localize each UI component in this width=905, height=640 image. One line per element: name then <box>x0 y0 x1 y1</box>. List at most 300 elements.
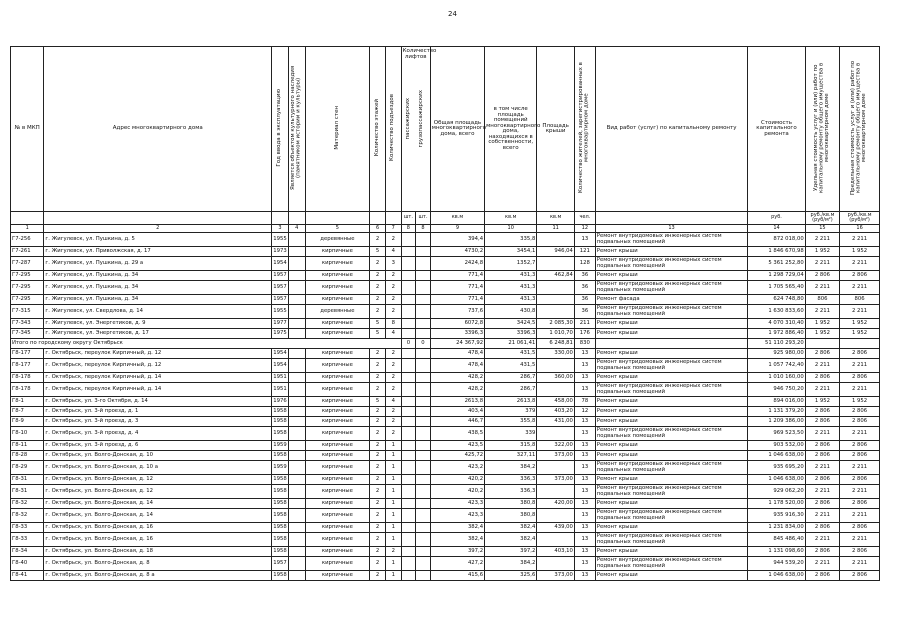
cell-oa: 431,5 <box>485 359 537 373</box>
units-row <box>11 212 880 225</box>
cell-oa: 335,8 <box>485 233 537 247</box>
header-row <box>11 47 880 212</box>
cell-fl: 2 <box>370 571 386 581</box>
cell-en: 8 <box>385 319 401 329</box>
table-row <box>11 281 880 295</box>
cell-addr: г. Октябрьск, ул. 3-й проезд, д. 4 <box>44 427 272 441</box>
cell-ta: 423,5 <box>430 441 484 451</box>
table-row <box>11 523 880 533</box>
cell-work: Ремонт внутридомовых инженерных систем подвальных помещений <box>595 383 747 397</box>
cell-p <box>401 383 416 397</box>
cell-mat: кирпичные <box>305 533 370 547</box>
cell-addr: г. Октябрьск, ул. Волго-Донская, д. 16 <box>44 523 272 533</box>
cell-uc: 2 806 <box>805 451 839 461</box>
cell-p <box>401 509 416 523</box>
cell-year: 1977 <box>272 319 289 329</box>
cell-p <box>401 359 416 373</box>
cell-en: 1 <box>385 523 401 533</box>
cell-ta: 394,4 <box>430 233 484 247</box>
cell-cult <box>288 281 305 295</box>
cell-res: 13 <box>574 427 595 441</box>
cell-work: Ремонт внутридомовых инженерных систем подвальных помещений <box>595 281 747 295</box>
cell-cult <box>288 295 305 305</box>
cell-ta: 446,7 <box>430 417 484 427</box>
cell-en: 2 <box>385 295 401 305</box>
cell-res: 13 <box>574 533 595 547</box>
cell-addr: г. Октябрьск, ул. Волго-Донская, д. 8 а <box>44 571 272 581</box>
header-max-cost: Предельная стоимость услуг и (или) работ по капитальному ремонту общего имущества в многоквартирном доме <box>840 47 880 212</box>
cell-cost: 1 846 670,98 <box>748 247 805 257</box>
cell-cost: 1 046 638,00 <box>748 475 805 485</box>
cell-work: Ремонт крыши <box>595 523 747 533</box>
cell-p <box>401 373 416 383</box>
cell-mat: кирпичные <box>305 475 370 485</box>
cell-ra: 420,00 <box>537 499 575 509</box>
cell-p <box>401 349 416 359</box>
cell-cost: 1 131 098,60 <box>748 547 805 557</box>
cell-oa: 315,8 <box>485 441 537 451</box>
header-lifts: Количество лифтов пассажирских грузопассажирских <box>401 47 430 212</box>
cell-addr: г. Жигулевск, ул. Пушкина, д. 5 <box>44 233 272 247</box>
cell-cost: 935 916,30 <box>748 509 805 523</box>
table-row <box>11 485 880 499</box>
header-roof-area: Площадь крыши <box>537 47 575 212</box>
cell-fl: 2 <box>370 451 386 461</box>
cell-mc: 806 <box>840 295 880 305</box>
cell-uc: 806 <box>805 295 839 305</box>
cell-f <box>416 523 431 533</box>
header-owned-area: в том числе площадь помещений многоквартирного дома, находящихся в собственности, всего <box>485 47 537 212</box>
cell-cost: 935 695,20 <box>748 461 805 475</box>
cell-uc: 2 806 <box>805 547 839 557</box>
cell-ta: 423,3 <box>430 499 484 509</box>
cell-f <box>416 349 431 359</box>
cell-ra: 403,10 <box>537 547 575 557</box>
cell-mc: 2 211 <box>840 461 880 475</box>
cell-ta: 478,4 <box>430 349 484 359</box>
cell-ra: 946,04 <box>537 247 575 257</box>
cell-cost: 4 070 310,40 <box>748 319 805 329</box>
cell-ra <box>537 233 575 247</box>
cell-en: 2 <box>385 359 401 373</box>
cell-mat: кирпичные <box>305 295 370 305</box>
cell-f <box>416 509 431 523</box>
cell-addr: г. Жигулевск, ул. Пушкина, д. 29 а <box>44 257 272 271</box>
cell-mc: 2 806 <box>840 523 880 533</box>
cell-p <box>401 427 416 441</box>
cell-mc: 1 952 <box>840 397 880 407</box>
table-row <box>11 451 880 461</box>
cell-id: Г7-261 <box>11 247 44 257</box>
cell-f <box>416 359 431 373</box>
cell-year: 1958 <box>272 475 289 485</box>
cell-ra: 360,00 <box>537 373 575 383</box>
cell-cult <box>288 571 305 581</box>
cell-cost: 1 046 638,00 <box>748 571 805 581</box>
cell-id: Г8-9 <box>11 417 44 427</box>
cell-mc: 2 806 <box>840 373 880 383</box>
cell-cost: 946 750,20 <box>748 383 805 397</box>
cell-oa: 380,8 <box>485 509 537 523</box>
cell-addr: г. Октябрьск, ул. 3-й проезд, д. 3 <box>44 417 272 427</box>
cell-ra <box>537 257 575 271</box>
cell-res: 12 <box>574 407 595 417</box>
cell-id: Г8-10 <box>11 427 44 441</box>
cell-cult <box>288 257 305 271</box>
cell-fl: 2 <box>370 271 386 281</box>
cell-fl: 2 <box>370 359 386 373</box>
cell-uc: 2 211 <box>805 427 839 441</box>
table-row <box>11 547 880 557</box>
cell-id: Г8-40 <box>11 557 44 571</box>
subtotal-label: Итого по городскому округу Октябрьск <box>11 339 402 349</box>
cell-mc: 2 806 <box>840 547 880 557</box>
cell-f <box>416 319 431 329</box>
cell-res: 211 <box>574 319 595 329</box>
cell-ra: 458,00 <box>537 397 575 407</box>
cell-addr: г. Жигулевск, ул. Энергетиков, д. 9 <box>44 319 272 329</box>
cell-oa: 382,4 <box>485 523 537 533</box>
cell-cult <box>288 441 305 451</box>
cell-addr: г. Октябрьск, ул. Волго-Донская, д. 10 <box>44 451 272 461</box>
cell-f <box>416 305 431 319</box>
cell-ta: 397,2 <box>430 547 484 557</box>
cell-cost: 5 361 252,80 <box>748 257 805 271</box>
cell-cult <box>288 475 305 485</box>
cell-en: 4 <box>385 397 401 407</box>
cell-addr: г. Октябрьск, переулок Кирпичный, д. 12 <box>44 349 272 359</box>
cell-en: 2 <box>385 417 401 427</box>
table-row <box>11 383 880 397</box>
cell-ta: 737,6 <box>430 305 484 319</box>
cell-fl: 2 <box>370 407 386 417</box>
cell-ra: 330,00 <box>537 349 575 359</box>
cell-fl: 2 <box>370 281 386 295</box>
cell-oa: 384,2 <box>485 461 537 475</box>
table-row <box>11 305 880 319</box>
cell-cost: 944 539,20 <box>748 557 805 571</box>
cell-mc: 2 211 <box>840 359 880 373</box>
cell-year: 1957 <box>272 271 289 281</box>
cell-ra: 403,20 <box>537 407 575 417</box>
cell-res: 13 <box>574 383 595 397</box>
cell-f <box>416 281 431 295</box>
cell-uc: 2 211 <box>805 233 839 247</box>
cell-en: 2 <box>385 407 401 417</box>
cell-mc: 2 806 <box>840 417 880 427</box>
cell-res: 13 <box>574 451 595 461</box>
cell-f <box>416 547 431 557</box>
cell-fl: 5 <box>370 397 386 407</box>
cell-year: 1958 <box>272 485 289 499</box>
cell-en: 2 <box>385 349 401 359</box>
cell-mat: кирпичные <box>305 427 370 441</box>
cell-mc: 2 806 <box>840 571 880 581</box>
cell-f <box>416 329 431 339</box>
cell-id: Г7-343 <box>11 319 44 329</box>
cell-res: 36 <box>574 271 595 281</box>
cell-year: 1954 <box>272 349 289 359</box>
cell-fl: 2 <box>370 383 386 397</box>
cell-addr: г. Октябрьск, ул. Волго-Донская, д. 14 <box>44 509 272 523</box>
cell-work: Ремонт крыши <box>595 373 747 383</box>
cell-res: 13 <box>574 475 595 485</box>
cell-ra <box>537 533 575 547</box>
cell-work: Ремонт внутридомовых инженерных систем подвальных помещений <box>595 233 747 247</box>
cell-res: 13 <box>574 461 595 475</box>
cell-en: 2 <box>385 305 401 319</box>
cell-cult <box>288 451 305 461</box>
cell-ta: 427,2 <box>430 557 484 571</box>
subtotal-section <box>11 339 880 349</box>
cell-cult <box>288 547 305 557</box>
cell-ra: 462,84 <box>537 271 575 281</box>
cell-mat: кирпичные <box>305 485 370 499</box>
cell-addr: г. Октябрьск, ул. 3-й проезд, д. 1 <box>44 407 272 417</box>
cell-p <box>401 557 416 571</box>
cell-addr: г. Октябрьск, ул. 3-й проезд, д. 6 <box>44 441 272 451</box>
cell-year: 1958 <box>272 547 289 557</box>
cell-ra <box>537 295 575 305</box>
cell-id: Г8-33 <box>11 533 44 547</box>
unit-rub-m2: руб./кв.м (руб/м²) <box>840 212 880 225</box>
cell-cost: 624 748,80 <box>748 295 805 305</box>
cell-fl: 2 <box>370 461 386 475</box>
cell-uc: 2 211 <box>805 509 839 523</box>
cell-fl: 2 <box>370 305 386 319</box>
cell-ta: 403,4 <box>430 407 484 417</box>
cell-en: 1 <box>385 499 401 509</box>
cell-ta: 423,3 <box>430 509 484 523</box>
cell-mc: 1 952 <box>840 329 880 339</box>
cell-id: Г7-295 <box>11 281 44 295</box>
table-row <box>11 407 880 417</box>
cell-ta: 3396,3 <box>430 329 484 339</box>
cell-ra <box>537 359 575 373</box>
cell-id: Г8-32 <box>11 499 44 509</box>
cell-uc: 2 806 <box>805 499 839 509</box>
cell-cost: 1 972 886,40 <box>748 329 805 339</box>
cell-year: 1958 <box>272 523 289 533</box>
cell-year: 1955 <box>272 233 289 247</box>
cell-uc: 2 806 <box>805 271 839 281</box>
cell-f <box>416 475 431 485</box>
cell-p <box>401 451 416 461</box>
cell-p <box>401 417 416 427</box>
cell-res: 13 <box>574 571 595 581</box>
cell-addr: г. Октябрьск, ул. Волго-Донская, д. 14 <box>44 499 272 509</box>
cell-fl: 2 <box>370 373 386 383</box>
cell-res: 128 <box>574 257 595 271</box>
cell-work: Ремонт крыши <box>595 417 747 427</box>
cell-work: Ремонт крыши <box>595 547 747 557</box>
cell-p <box>401 533 416 547</box>
cell-en: 1 <box>385 461 401 475</box>
cell-res: 36 <box>574 281 595 295</box>
cell-f <box>416 461 431 475</box>
cell-work: Ремонт крыши <box>595 571 747 581</box>
cell-uc: 2 211 <box>805 281 839 295</box>
cell-year: 1958 <box>272 451 289 461</box>
cell-work: Ремонт внутридомовых инженерных систем подвальных помещений <box>595 557 747 571</box>
cell-cult <box>288 499 305 509</box>
cell-cost: 1 046 638,00 <box>748 451 805 461</box>
cell-work: Ремонт крыши <box>595 397 747 407</box>
table-row <box>11 257 880 271</box>
cell-mat: кирпичные <box>305 281 370 295</box>
cell-en: 1 <box>385 509 401 523</box>
cell-f <box>416 417 431 427</box>
cell-mat: кирпичные <box>305 271 370 281</box>
cell-ra <box>537 305 575 319</box>
cell-uc: 2 211 <box>805 557 839 571</box>
page-number: 24 <box>448 10 457 18</box>
cell-uc: 2 211 <box>805 383 839 397</box>
cell-p <box>401 547 416 557</box>
cell-ra: 373,00 <box>537 475 575 485</box>
cell-mc: 2 211 <box>840 305 880 319</box>
cell-f <box>416 441 431 451</box>
table-row <box>11 397 880 407</box>
cell-fl: 2 <box>370 475 386 485</box>
cell-uc: 2 806 <box>805 441 839 451</box>
cell-cost: 1 209 386,00 <box>748 417 805 427</box>
cell-oa: 286,7 <box>485 383 537 397</box>
cell-year: 1958 <box>272 407 289 417</box>
cell-work: Ремонт внутридомовых инженерных систем подвальных помещений <box>595 509 747 523</box>
cell-mc: 2 806 <box>840 475 880 485</box>
cell-year: 1954 <box>272 257 289 271</box>
cell-id: Г8-28 <box>11 451 44 461</box>
cell-ta: 423,2 <box>430 461 484 475</box>
cell-ra <box>537 557 575 571</box>
cell-ra <box>537 509 575 523</box>
cell-uc: 2 806 <box>805 571 839 581</box>
cell-mc: 2 211 <box>840 383 880 397</box>
cell-f <box>416 233 431 247</box>
cell-mat: кирпичные <box>305 499 370 509</box>
cell-addr: г. Октябрьск, переулок Кирпичный, д. 12 <box>44 359 272 373</box>
cell-mc: 2 806 <box>840 441 880 451</box>
cell-oa: 325,6 <box>485 571 537 581</box>
cell-mat: кирпичные <box>305 523 370 533</box>
cell-cult <box>288 427 305 441</box>
table-row <box>11 373 880 383</box>
cell-addr: г. Октябрьск, ул. Волго-Донская, д. 12 <box>44 485 272 499</box>
cell-mat: кирпичные <box>305 557 370 571</box>
cell-uc: 2 806 <box>805 475 839 485</box>
cell-f <box>416 295 431 305</box>
table-row <box>11 233 880 247</box>
cell-year: 1951 <box>272 383 289 397</box>
header-cost: Стоимость капитального ремонта <box>748 47 805 212</box>
cell-p <box>401 295 416 305</box>
cell-fl: 2 <box>370 485 386 499</box>
cell-addr: г. Октябрьск, переулок Кирпичный, д. 14 <box>44 383 272 397</box>
cell-id: Г8-29 <box>11 461 44 475</box>
cell-id: Г7-287 <box>11 257 44 271</box>
table-row <box>11 319 880 329</box>
cell-cult <box>288 407 305 417</box>
cell-f <box>416 397 431 407</box>
cell-p <box>401 271 416 281</box>
cell-year: 1955 <box>272 305 289 319</box>
cell-en: 1 <box>385 533 401 547</box>
cell-res: 13 <box>574 547 595 557</box>
cell-f <box>416 451 431 461</box>
cell-cost: 1 298 729,04 <box>748 271 805 281</box>
cell-year: 1957 <box>272 295 289 305</box>
cell-work: Ремонт крыши <box>595 441 747 451</box>
cell-mc: 2 806 <box>840 451 880 461</box>
cell-cult <box>288 373 305 383</box>
cell-en: 4 <box>385 329 401 339</box>
cell-cult <box>288 271 305 281</box>
cell-id: Г7-256 <box>11 233 44 247</box>
cell-oa: 382,4 <box>485 533 537 547</box>
cell-oa: 336,3 <box>485 475 537 485</box>
table-row <box>11 417 880 427</box>
cell-fl: 2 <box>370 557 386 571</box>
cell-year: 1958 <box>272 571 289 581</box>
cell-year: 1958 <box>272 509 289 523</box>
unit-area: кв.м <box>537 212 575 225</box>
cell-fl: 2 <box>370 349 386 359</box>
cell-mat: кирпичные <box>305 349 370 359</box>
cell-ta: 382,4 <box>430 533 484 547</box>
cell-year: 1957 <box>272 281 289 295</box>
cell-mc: 2 211 <box>840 533 880 547</box>
cell-f <box>416 499 431 509</box>
cell-cult <box>288 461 305 475</box>
cell-ta: 6072,8 <box>430 319 484 329</box>
cell-id: Г7-295 <box>11 295 44 305</box>
cell-mc: 2 211 <box>840 233 880 247</box>
cell-work: Ремонт фасада <box>595 295 747 305</box>
cell-res: 13 <box>574 373 595 383</box>
cell-en: 2 <box>385 271 401 281</box>
cell-work: Ремонт внутридомовых инженерных систем подвальных помещений <box>595 305 747 319</box>
cell-res: 13 <box>574 349 595 359</box>
cell-id: Г8-178 <box>11 383 44 397</box>
cell-cost: 969 523,50 <box>748 427 805 441</box>
cell-en: 2 <box>385 547 401 557</box>
cell-ta: 771,4 <box>430 271 484 281</box>
cell-year: 1954 <box>272 359 289 373</box>
cell-oa: 431,3 <box>485 281 537 295</box>
cell-cost: 1 010 160,00 <box>748 373 805 383</box>
cell-res: 121 <box>574 247 595 257</box>
cell-en: 4 <box>385 247 401 257</box>
cell-ra: 373,00 <box>537 451 575 461</box>
cell-fl: 2 <box>370 523 386 533</box>
cell-id: Г8-34 <box>11 547 44 557</box>
cell-mc: 2 806 <box>840 499 880 509</box>
cell-res: 176 <box>574 329 595 339</box>
cell-ta: 771,4 <box>430 295 484 305</box>
cell-work: Ремонт крыши <box>595 451 747 461</box>
cell-en: 1 <box>385 485 401 499</box>
cell-work: Ремонт внутридомовых инженерных систем подвальных помещений <box>595 257 747 271</box>
cell-oa: 339 <box>485 427 537 441</box>
cell-mat: кирпичные <box>305 359 370 373</box>
cell-work: Ремонт крыши <box>595 319 747 329</box>
cell-year: 1958 <box>272 533 289 547</box>
cell-fl: 2 <box>370 233 386 247</box>
cell-f <box>416 427 431 441</box>
cell-fl: 2 <box>370 417 386 427</box>
table-row <box>11 329 880 339</box>
